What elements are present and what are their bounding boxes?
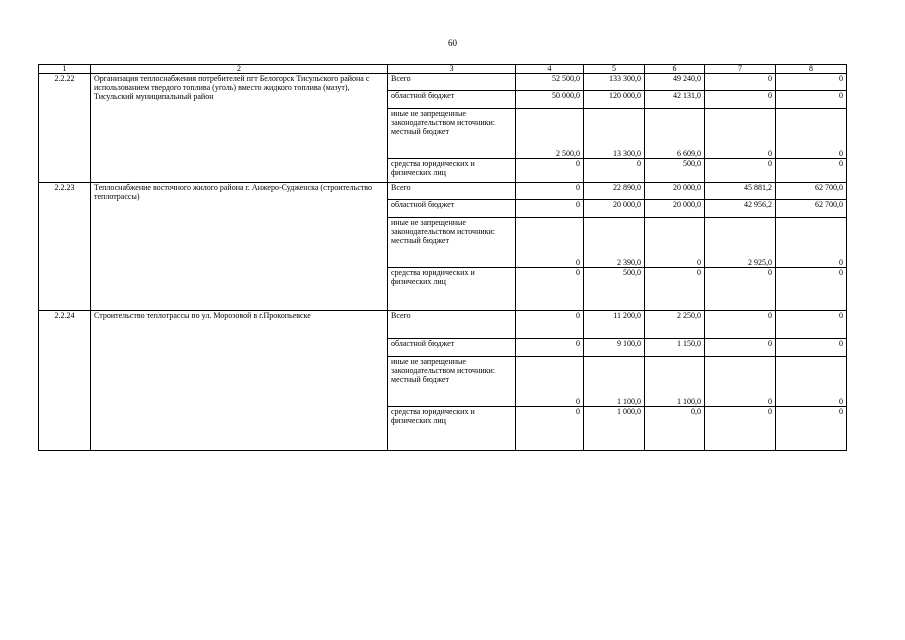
value-cell: 52 500,0: [516, 74, 584, 91]
value-cell: 120 000,0: [584, 91, 645, 109]
value-cell: 0: [776, 109, 847, 159]
source-label: областной бюджет: [388, 200, 516, 218]
value-cell: 9 100,0: [584, 339, 645, 357]
item-name: Строительство теплотрассы по ул. Морозовой в г.Прокопьевске: [91, 311, 388, 451]
value-cell: 0,0: [645, 407, 705, 451]
value-cell: 22 890,0: [584, 183, 645, 200]
value-cell: 2 925,0: [705, 218, 776, 268]
value-cell: 6 609,0: [645, 109, 705, 159]
item-code: 2.2.23: [39, 183, 91, 311]
value-cell: 0: [516, 200, 584, 218]
value-cell: 45 881,2: [705, 183, 776, 200]
value-cell: 2 500,0: [516, 109, 584, 159]
value-cell: 2 390,0: [584, 218, 645, 268]
source-label: Всего: [388, 74, 516, 91]
value-cell: 1 150,0: [645, 339, 705, 357]
value-cell: 0: [516, 357, 584, 407]
value-cell: 0: [516, 407, 584, 451]
value-cell: 0: [705, 311, 776, 339]
item-name: Организация теплоснабжения потребителей пгт Белогорск Тисульского района с использованием твердого топлива (уголь) вместо жидкого топлива (мазут), Тисульский муниципальный район: [91, 74, 388, 183]
value-cell: 0: [705, 407, 776, 451]
item-code: 2.2.24: [39, 311, 91, 451]
item-code: 2.2.22: [39, 74, 91, 183]
value-cell: 0: [705, 74, 776, 91]
source-label: средства юридических и физических лиц: [388, 268, 516, 311]
value-cell: 42 131,0: [645, 91, 705, 109]
column-number: 2: [91, 65, 388, 74]
other-sources-label: иные не запрещенные законодательством источники:: [391, 109, 496, 127]
value-cell: 0: [516, 339, 584, 357]
value-cell: 0: [516, 268, 584, 311]
value-cell: 0: [645, 218, 705, 268]
budget-table: [38, 64, 847, 451]
table-row: [39, 74, 847, 91]
column-number: 6: [645, 65, 705, 74]
column-number-row: [39, 65, 847, 74]
source-label: [388, 357, 516, 407]
value-cell: 1 100,0: [584, 357, 645, 407]
value-cell: 500,0: [645, 159, 705, 183]
table-row: [39, 311, 847, 339]
value-cell: 50 000,0: [516, 91, 584, 109]
value-cell: 0: [584, 159, 645, 183]
value-cell: 0: [776, 91, 847, 109]
value-cell: 0: [516, 183, 584, 200]
value-cell: 0: [516, 311, 584, 339]
value-cell: 0: [776, 268, 847, 311]
value-cell: 500,0: [584, 268, 645, 311]
local-budget-label: местный бюджет: [391, 127, 449, 136]
source-label: Всего: [388, 311, 516, 339]
value-cell: 0: [705, 339, 776, 357]
value-cell: 0: [776, 218, 847, 268]
value-cell: 0: [645, 268, 705, 311]
value-cell: 133 300,0: [584, 74, 645, 91]
source-label: средства юридических и физических лиц: [388, 159, 516, 183]
column-number: 8: [776, 65, 847, 74]
value-cell: 49 240,0: [645, 74, 705, 91]
other-sources-label: иные не запрещенные законодательством источники:: [391, 218, 496, 236]
source-label: Всего: [388, 183, 516, 200]
value-cell: 20 000,0: [584, 200, 645, 218]
value-cell: 1 100,0: [645, 357, 705, 407]
value-cell: 0: [705, 357, 776, 407]
value-cell: 62 700,0: [776, 183, 847, 200]
column-number: 1: [39, 65, 91, 74]
value-cell: 20 000,0: [645, 183, 705, 200]
local-budget-label: местный бюджет: [391, 236, 449, 245]
source-label: средства юридических и физических лиц: [388, 407, 516, 451]
value-cell: 42 956,2: [705, 200, 776, 218]
source-label: областной бюджет: [388, 91, 516, 109]
value-cell: 62 700,0: [776, 200, 847, 218]
page-number: 60: [448, 38, 457, 48]
value-cell: 0: [776, 407, 847, 451]
column-number: 3: [388, 65, 516, 74]
column-number: 7: [705, 65, 776, 74]
value-cell: 0: [776, 159, 847, 183]
table-row: [39, 183, 847, 200]
other-sources-label: иные не запрещенные законодательством источники:: [391, 357, 496, 375]
value-cell: 0: [516, 159, 584, 183]
column-number: 5: [584, 65, 645, 74]
value-cell: 0: [776, 357, 847, 407]
value-cell: 11 200,0: [584, 311, 645, 339]
value-cell: 0: [776, 74, 847, 91]
source-label: областной бюджет: [388, 339, 516, 357]
column-number: 4: [516, 65, 584, 74]
value-cell: 0: [705, 159, 776, 183]
value-cell: 0: [705, 91, 776, 109]
value-cell: 0: [516, 218, 584, 268]
source-label: [388, 109, 516, 159]
value-cell: 0: [705, 268, 776, 311]
item-name: Теплоснабжение восточного жилого района г. Анжеро-Судженска (строительство теплотрассы): [91, 183, 388, 311]
value-cell: 1 000,0: [584, 407, 645, 451]
value-cell: 0: [776, 339, 847, 357]
source-label: [388, 218, 516, 268]
value-cell: 0: [705, 109, 776, 159]
local-budget-label: местный бюджет: [391, 375, 449, 384]
value-cell: 2 250,0: [645, 311, 705, 339]
value-cell: 0: [776, 311, 847, 339]
value-cell: 13 300,0: [584, 109, 645, 159]
value-cell: 20 000,0: [645, 200, 705, 218]
